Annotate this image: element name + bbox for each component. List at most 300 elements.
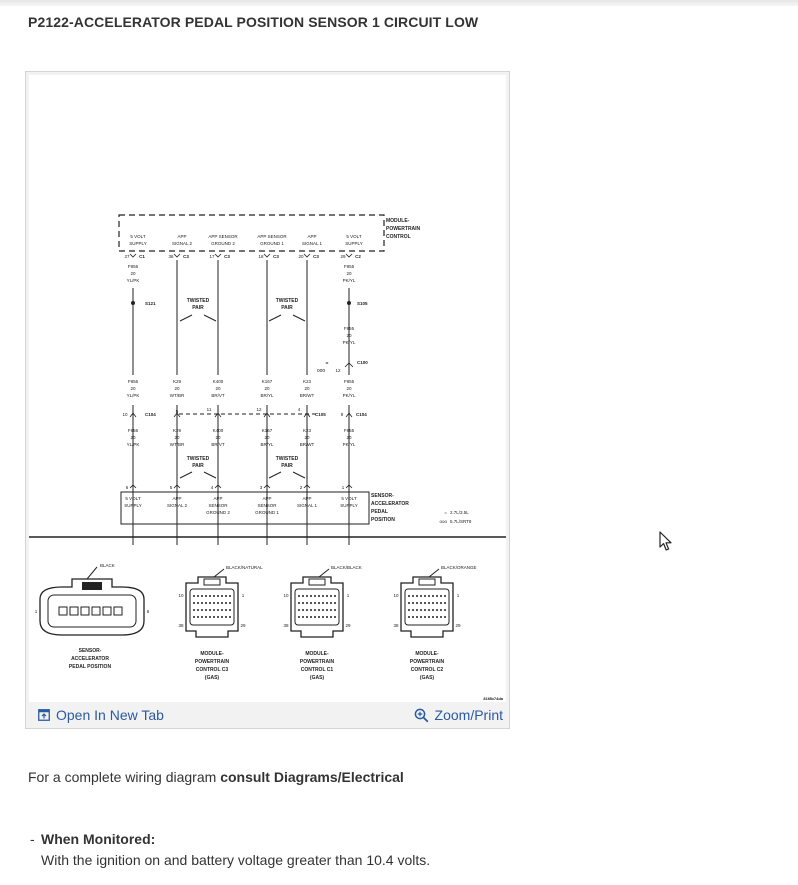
connector-cavity xyxy=(302,595,304,597)
connector-cavity xyxy=(420,616,422,618)
connector-cavity xyxy=(310,616,312,618)
connector-title: MODULE- xyxy=(305,651,329,657)
connector-cavity xyxy=(298,609,300,611)
pcm-pin-name: SUPPLY xyxy=(345,241,363,246)
wire-code-label: PK/YL xyxy=(342,278,356,283)
pcm-connector-shell xyxy=(291,577,343,637)
connector-cavity xyxy=(330,609,332,611)
connector-cavity xyxy=(205,595,207,597)
sensor-pin-function: APP xyxy=(172,496,182,501)
when-monitored-label: When Monitored: xyxy=(41,831,156,847)
connector-cavity xyxy=(314,602,316,604)
connector-cavity xyxy=(416,595,418,597)
open-in-new-tab-label: Open In New Tab xyxy=(56,707,164,723)
pcm-pin-name: 5 VOLT xyxy=(130,234,146,239)
connector-cavity xyxy=(197,602,199,604)
connector-cavity xyxy=(408,616,410,618)
pcm-pin-name: SIGNAL 1 xyxy=(301,241,323,246)
wire-code-label: F855 xyxy=(343,379,355,384)
pcm-connector-label: C3 xyxy=(313,254,319,259)
connector-pin: 10 xyxy=(122,412,128,417)
connector-cavity xyxy=(412,602,414,604)
connector-pin: 38 xyxy=(283,623,289,628)
twisted-pair-arrow xyxy=(269,472,281,478)
wire-code-label: K23 xyxy=(302,428,312,433)
connector-cavity xyxy=(209,609,211,611)
sensor-pin-function: SIGNAL 1 xyxy=(296,503,318,508)
connector-title: CONTROL C2 xyxy=(410,667,444,673)
connector-cavity xyxy=(310,595,312,597)
connector-cavity xyxy=(318,595,320,597)
wire-code-label: 20 xyxy=(346,333,352,338)
twisted-pair-arrow xyxy=(293,315,305,321)
wire-code-label: F855 xyxy=(343,264,355,269)
pcm-pin-number: 18 xyxy=(258,254,264,259)
connector-cavity xyxy=(322,602,324,604)
connector-cavity xyxy=(225,595,227,597)
connector-cavity xyxy=(302,602,304,604)
connector-title: POWERTRAIN xyxy=(194,659,230,665)
connector-cavity xyxy=(81,607,89,615)
connector-cavity xyxy=(209,595,211,597)
wire-code-label: K167 xyxy=(261,379,273,384)
connector-cavity xyxy=(440,616,442,618)
sensor-pin-function: SUPPLY xyxy=(124,503,142,508)
connector-cavity xyxy=(201,609,203,611)
connector-cavity xyxy=(209,616,211,618)
zoom-print-link[interactable] xyxy=(414,707,503,723)
wire-code-label: YL/PK xyxy=(126,278,140,283)
connector-cavity xyxy=(326,602,328,604)
pcm-pin-name: APP SENSOR xyxy=(257,234,287,239)
pcm-pin-number: 27 xyxy=(124,254,130,259)
wire-code-label: 20 xyxy=(174,386,180,391)
connector-cavity xyxy=(318,602,320,604)
twisted-pair-label: TWISTED xyxy=(275,298,299,304)
connector-label: C104 xyxy=(145,412,156,417)
pcm-connector-latch xyxy=(204,579,220,585)
sensor-pin-function: APP xyxy=(262,496,272,501)
connector-cavity xyxy=(416,602,418,604)
connector-cavity xyxy=(444,616,446,618)
connector-pin: 1 xyxy=(241,593,245,598)
connector-pin: 12 xyxy=(335,368,341,373)
connector-cavity xyxy=(205,609,207,611)
open-new-tab-icon xyxy=(38,709,50,721)
connector-title: PEDAL POSITION xyxy=(68,664,112,670)
wire-code-label: WT/BR xyxy=(169,393,185,398)
connector-cavity xyxy=(436,595,438,597)
consult-link-text: consult Diagrams/Electrical xyxy=(220,769,404,785)
connector-cavity xyxy=(302,609,304,611)
wire-code-label: 20 xyxy=(215,435,221,440)
legend-symbol: = xyxy=(325,361,329,367)
splice-label: S121 xyxy=(145,301,156,306)
sensor-pin-number: 4 xyxy=(210,485,214,490)
wire-code-label: F855 xyxy=(343,428,355,433)
connector-cavity xyxy=(229,595,231,597)
connector-cavity xyxy=(420,609,422,611)
connector-cavity xyxy=(428,595,430,597)
sensor-pin-function: SENSOR xyxy=(208,503,228,508)
color-leader xyxy=(429,569,439,577)
wire-code-label: BR/YL xyxy=(260,442,274,447)
connector-cavity xyxy=(318,609,320,611)
legend-text: 5.7L/SRT8 xyxy=(450,519,472,524)
connector-cavity xyxy=(229,609,231,611)
connector-cavity xyxy=(314,609,316,611)
wire-code-label: BR/VT xyxy=(211,393,225,398)
connector-cavity xyxy=(298,595,300,597)
sensor-label: POSITION xyxy=(371,517,395,523)
zoom-print-label: Zoom/Print xyxy=(434,707,503,723)
pcm-pin-name: APP xyxy=(307,234,317,239)
connector-cavity xyxy=(298,616,300,618)
pcm-pin-number: 17 xyxy=(209,254,215,259)
pcm-module-label: MODULE- xyxy=(386,218,410,224)
sensor-box xyxy=(121,492,369,524)
wire-code-label: PK/YL xyxy=(342,442,356,447)
connector-cavity xyxy=(428,609,430,611)
connector-label: C100 xyxy=(357,360,368,365)
pcm-connector-latch xyxy=(419,579,435,585)
top-shadow-bar xyxy=(0,0,798,6)
connector-cavity xyxy=(193,616,195,618)
sensor-pin-number: 6 xyxy=(125,485,129,490)
sensor-pin-function: SENSOR xyxy=(257,503,277,508)
wire-code-label: 20 xyxy=(346,435,352,440)
pcm-pin-name: SIGNAL 2 xyxy=(171,241,193,246)
wire-code-label: 20 xyxy=(264,435,270,440)
connector-cavity xyxy=(70,607,78,615)
connector-cavity xyxy=(318,616,320,618)
connector-cavity xyxy=(334,616,336,618)
pcm-pin-name: GROUND 2 xyxy=(211,241,235,246)
diagram-canvas[interactable] xyxy=(29,75,506,702)
wire-code-label: F856 xyxy=(127,264,139,269)
twisted-pair-label: TWISTED xyxy=(186,298,210,304)
connector-cavity xyxy=(334,595,336,597)
connector-cavity xyxy=(221,602,223,604)
twisted-pair-label: PAIR xyxy=(281,463,293,469)
wire-code-label: WT/BR xyxy=(169,442,185,447)
wire-code-label: F856 xyxy=(127,379,139,384)
connector-cavity xyxy=(225,609,227,611)
connector-cavity xyxy=(193,609,195,611)
connector-cavity xyxy=(193,602,195,604)
connector-cavity xyxy=(229,602,231,604)
wire-code-label: 20 xyxy=(304,386,310,391)
pcm-pin-name: 5 VOLT xyxy=(346,234,362,239)
twisted-pair-arrow xyxy=(204,315,216,321)
connector-cavity xyxy=(209,602,211,604)
connector-cavity xyxy=(103,607,111,615)
sensor-pin-number: 3 xyxy=(259,485,263,490)
connector-cavity xyxy=(436,609,438,611)
connector-title: MODULE- xyxy=(200,651,224,657)
connector-title: (GAS) xyxy=(204,675,220,681)
connector-cavity xyxy=(322,609,324,611)
pcm-pin-number: 20 xyxy=(298,254,304,259)
sensor-pin-function: APP xyxy=(213,496,223,501)
connector-label: C104 xyxy=(356,412,367,417)
wire-code-label: 20 xyxy=(130,271,136,276)
page-title: P2122-ACCELERATOR PEDAL POSITION SENSOR 1 CIRCUIT LOW xyxy=(28,14,479,30)
connector-cavity xyxy=(416,616,418,618)
sensor-pin-function: 5 VOLT xyxy=(125,496,141,501)
consult-paragraph xyxy=(28,769,404,785)
connector-cavity xyxy=(444,602,446,604)
connector-cavity xyxy=(221,616,223,618)
connector-title: MODULE- xyxy=(415,651,439,657)
connector-cavity xyxy=(205,602,207,604)
connector-cavity xyxy=(201,616,203,618)
connector-pin: 29 xyxy=(455,623,461,628)
twisted-pair-arrow xyxy=(269,315,281,321)
connector-cavity xyxy=(197,609,199,611)
wire-code-label: F855 xyxy=(343,326,355,331)
connector-cavity xyxy=(213,616,215,618)
pcm-connector-shell xyxy=(401,577,453,637)
connector-cavity xyxy=(412,609,414,611)
connector-pin: 12 xyxy=(256,407,262,412)
wire-code-label: 20 xyxy=(130,386,136,391)
wire-code-label: PK/YL xyxy=(342,393,356,398)
twisted-pair-label: TWISTED xyxy=(186,456,210,462)
sensor-pin-number: 1 xyxy=(341,485,345,490)
twisted-pair-arrow xyxy=(293,472,305,478)
connector-cavity xyxy=(326,595,328,597)
twisted-pair-arrow xyxy=(180,472,192,478)
connector-cavity xyxy=(322,616,324,618)
when-monitored-item xyxy=(30,831,155,847)
splice-dot xyxy=(347,301,351,305)
wiring-diagram xyxy=(29,75,506,702)
pcm-pin-name: APP SENSOR xyxy=(208,234,238,239)
connector-label: C105 xyxy=(315,412,326,417)
connector-cavity xyxy=(412,595,414,597)
connector-cavity xyxy=(330,595,332,597)
connector-cavity xyxy=(334,602,336,604)
pcm-pin-name: GROUND 1 xyxy=(260,241,284,246)
connector-cavity xyxy=(440,609,442,611)
connector-cavity xyxy=(213,595,215,597)
connector-title: POWERTRAIN xyxy=(409,659,445,665)
wire-code-label: K400 xyxy=(212,428,224,433)
connector-pin: 29 xyxy=(345,623,351,628)
connector-cavity xyxy=(59,607,67,615)
connector-cavity xyxy=(330,616,332,618)
splice-dot xyxy=(131,301,135,305)
connector-cavity xyxy=(314,595,316,597)
connector-cavity xyxy=(221,609,223,611)
connector-pin: 5 xyxy=(175,409,179,414)
connector-pin: 4 xyxy=(297,407,301,412)
connector-cavity xyxy=(432,602,434,604)
twisted-pair-arrow xyxy=(204,472,216,478)
connector-cavity xyxy=(193,595,195,597)
connector-cavity xyxy=(114,607,122,615)
connector-cavity xyxy=(225,602,227,604)
connector-symbol xyxy=(304,254,310,257)
connector-cavity xyxy=(444,595,446,597)
connector-pin: 38 xyxy=(178,623,184,628)
connector-symbol xyxy=(215,254,221,257)
legend-symbol: ooo xyxy=(316,368,326,374)
connector-cavity xyxy=(314,616,316,618)
connector-color-label: BLACK/ORANGE xyxy=(441,565,477,570)
sensor-pin-number: 2 xyxy=(299,485,303,490)
connector-pin: 9 xyxy=(340,412,344,417)
pcm-pin-name: APP xyxy=(177,234,187,239)
connector-cavity xyxy=(330,602,332,604)
connector-pin: 10 xyxy=(178,593,184,598)
wire-code-label: 20 xyxy=(304,435,310,440)
wire-code-label: 20 xyxy=(346,271,352,276)
connector-title: (GAS) xyxy=(309,675,325,681)
pcm-connector-label: C2 xyxy=(355,254,361,259)
pcm-connector-face xyxy=(190,589,234,625)
connector-cavity xyxy=(436,616,438,618)
wire-code-label: K23 xyxy=(302,379,312,384)
connector-cavity xyxy=(440,602,442,604)
connector-cavity xyxy=(197,595,199,597)
connector-cavity xyxy=(225,616,227,618)
pcm-connector-shell xyxy=(186,577,238,637)
pcm-connector-latch xyxy=(309,579,325,585)
connector-pin: 11 xyxy=(206,407,212,412)
connector-title: ACCELERATOR xyxy=(71,656,109,662)
connector-title: (GAS) xyxy=(419,675,435,681)
zoom-in-icon xyxy=(414,708,429,723)
connector-title: SENSOR- xyxy=(78,648,102,654)
connector-symbol xyxy=(264,254,270,257)
pcm-connector-label: C3 xyxy=(273,254,279,259)
connector-cavity xyxy=(306,616,308,618)
wire-code-label: 20 xyxy=(215,386,221,391)
connector-pin: 1 xyxy=(34,609,38,614)
connector-cavity xyxy=(221,595,223,597)
pcm-pin-name: SUPPLY xyxy=(129,241,147,246)
wire-code-label: K29 xyxy=(172,379,182,384)
connector-cavity xyxy=(334,609,336,611)
connector-cavity xyxy=(197,616,199,618)
connector-pin: 10 xyxy=(283,593,289,598)
wire-code-label: YL/PK xyxy=(126,442,140,447)
twisted-pair-label: PAIR xyxy=(281,305,293,311)
twisted-pair-arrow xyxy=(180,315,192,321)
connector-cavity xyxy=(416,609,418,611)
connector-cavity xyxy=(306,602,308,604)
connector-cavity xyxy=(306,609,308,611)
open-in-new-tab-link[interactable] xyxy=(38,707,164,723)
connector-cavity xyxy=(326,609,328,611)
pcm-connector-label: C3 xyxy=(224,254,230,259)
wire-code-label: K167 xyxy=(261,428,273,433)
connector-title: CONTROL C1 xyxy=(300,667,334,673)
sensor-pin-function: APP xyxy=(302,496,312,501)
connector-title: POWERTRAIN xyxy=(299,659,335,665)
twisted-pair-label: PAIR xyxy=(192,463,204,469)
pcm-connector-face xyxy=(295,589,339,625)
connector-cavity xyxy=(310,602,312,604)
connector-cavity xyxy=(424,595,426,597)
connector-cavity xyxy=(408,602,410,604)
wire-code-label: 20 xyxy=(174,435,180,440)
connector-cavity xyxy=(420,595,422,597)
connector-cavity xyxy=(229,616,231,618)
connector-cavity xyxy=(322,595,324,597)
legend-symbol: = xyxy=(444,510,447,515)
sensor-connector-latch xyxy=(82,582,102,590)
wire-code-label: BR/YL xyxy=(260,393,274,398)
connector-symbol xyxy=(130,254,136,257)
connector-cavity xyxy=(408,609,410,611)
connector-pin: 29 xyxy=(240,623,246,628)
figure-id: 81f8b74da xyxy=(483,696,503,701)
connector-cavity xyxy=(428,602,430,604)
connector-cavity xyxy=(432,609,434,611)
connector-cavity xyxy=(302,616,304,618)
wire-code-label: K29 xyxy=(172,428,182,433)
wire-code-label: F856 xyxy=(127,428,139,433)
connector-cavity xyxy=(424,602,426,604)
connector-cavity xyxy=(436,602,438,604)
twisted-pair-label: TWISTED xyxy=(275,456,299,462)
pcm-pin-number: 36 xyxy=(168,254,174,259)
splice-label: S105 xyxy=(357,301,368,306)
figure-footer xyxy=(26,702,509,728)
twisted-pair-label: PAIR xyxy=(192,305,204,311)
pcm-connector-label: C1 xyxy=(139,254,145,259)
connector-cavity xyxy=(424,616,426,618)
color-leader xyxy=(214,569,224,577)
sensor-pin-function: GROUND 2 xyxy=(206,510,230,515)
connector-pin: 10 xyxy=(393,593,399,598)
wire-code-label: BR/VT xyxy=(211,442,225,447)
connector-cavity xyxy=(326,616,328,618)
connector-cavity xyxy=(217,616,219,618)
sensor-pin-function: 5 VOLT xyxy=(341,496,357,501)
list-dash: - xyxy=(30,831,35,847)
connector-cavity xyxy=(428,616,430,618)
pcm-connector-label: C3 xyxy=(183,254,189,259)
connector-color-label: BLACK/NATURAL xyxy=(226,565,263,570)
connector-pin: 1 xyxy=(346,593,350,598)
wire-code-label: YL/PK xyxy=(126,393,140,398)
connector-cavity xyxy=(213,602,215,604)
consult-prefix: For a complete wiring diagram xyxy=(28,769,221,785)
mouse-cursor-icon xyxy=(659,531,673,553)
connector-pin: 6 xyxy=(146,609,150,614)
sensor-pin-number: 5 xyxy=(169,485,173,490)
connector-cavity xyxy=(92,607,100,615)
pcm-connector-face xyxy=(405,589,449,625)
wire-code-label: 20 xyxy=(264,386,270,391)
wire-code-label: BR/WT xyxy=(299,442,315,447)
connector-cavity xyxy=(201,595,203,597)
connector-cavity xyxy=(298,602,300,604)
wiring-diagram-figure xyxy=(25,71,510,729)
pcm-pin-number: 29 xyxy=(340,254,346,259)
sensor-label: PEDAL xyxy=(371,509,388,515)
connector-cavity xyxy=(412,616,414,618)
connector-cavity xyxy=(408,595,410,597)
sensor-pin-function: GROUND 1 xyxy=(255,510,279,515)
wire-code-label: K400 xyxy=(212,379,224,384)
connector-color-label: BLACK/BLACK xyxy=(331,565,362,570)
connector-cavity xyxy=(217,602,219,604)
